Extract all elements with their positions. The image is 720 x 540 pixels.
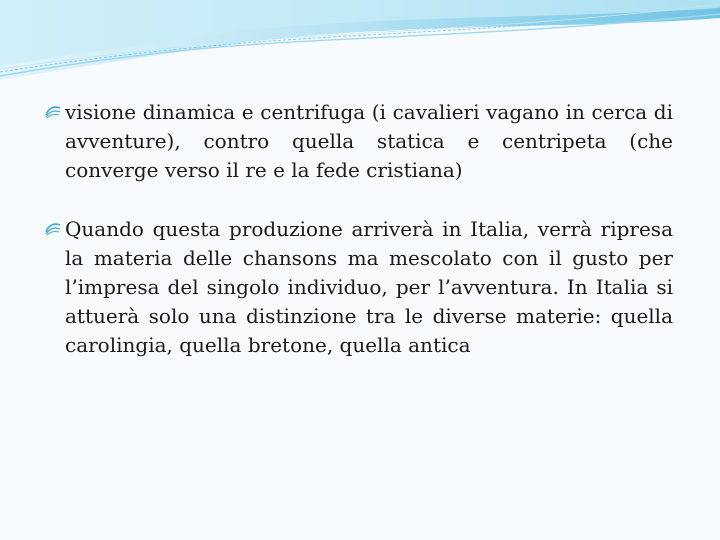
header-wave-decoration: [0, 0, 720, 90]
bullet-item: [45, 98, 673, 185]
bullet-swirl-icon: [45, 105, 61, 119]
bullet-list: [45, 98, 673, 390]
bullet-item: [45, 215, 673, 360]
bullet-text: visione dinamica e centrifuga (i cavalieri vagano in cerca di avventure), contro quella statica e centripeta (che converge verso il re e la fede cristiana): [65, 100, 673, 182]
bullet-swirl-icon: [45, 222, 61, 236]
bullet-text: Quando questa produzione arriverà in Italia, verrà ripresa la materia delle chansons ma mescolato con il gusto per l’impresa del singolo individuo, per l’avventura. In Italia si attuerà solo una distinzione tra le diverse materie: quella carolingia, quella bretone, quella antica: [65, 217, 673, 357]
